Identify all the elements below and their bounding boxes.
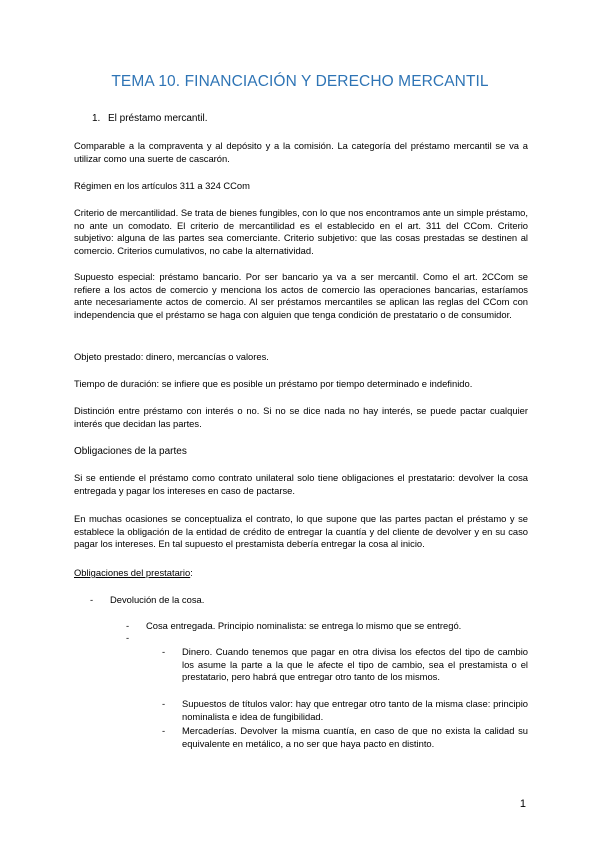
obligaciones-heading: Obligaciones de la partes (74, 446, 187, 457)
bullet-titulos-valor: - Supuestos de títulos valor: hay que entregar otro tanto de la misma clase: principio nominalista e idea de fungibilidad. (162, 698, 528, 722)
section-label: El préstamo mercantil. (108, 113, 208, 124)
paragraph-comparable: Comparable a la compraventa y al depósito y a la comisión. La categoría del préstamo mercantil se va a utilizar como una suerte de cascarón. (74, 140, 528, 164)
page-number: 1 (519, 798, 526, 810)
paragraph-regimen: Régimen en los artículos 311 a 324 CCom (74, 180, 250, 191)
bullet-dinero: - Dinero. Cuando tenemos que pagar en otra divisa los efectos del tipo de cambio los asume la parte a la que le afecte el tipo de cambio, sea el prestamista o el prestatario, pero habrá que entregar otro tanto de los mismos. (162, 646, 528, 683)
paragraph-objeto: Objeto prestado: dinero, mercancías o valores. (74, 351, 269, 362)
section-heading (92, 113, 207, 124)
bullet-dash: - (162, 698, 166, 709)
bullet-cosa-entregada: - Cosa entregada. Principio nominalista: se entrega lo mismo que se entregó. (126, 620, 462, 631)
prestatario-heading: Obligaciones del prestatario (74, 567, 191, 578)
bullet-devolucion: - Devolución de la cosa. (90, 594, 205, 605)
paragraph-criterio: Criterio de mercantilidad. Se trata de bienes fungibles, con lo que nos encontramos ante un simple préstamo, no ante un comodato. El criterio de mercantilidad es el establecido en el art. 311 del CCom. Criterio subjetivo: alguna de las partes sea comerciante. Criterio subjetivo: que las cosas prestadas se destinen al comercio. Criterios cumulativos, no cabe la alternatividad. (74, 207, 528, 256)
paragraph-unilateral: Si se entiende el préstamo como contrato unilateral solo tiene obligaciones el prestatario: devolver la cosa entregada y pagar los intereses en caso de pactarse. (74, 472, 528, 496)
bullet-dash: - (90, 594, 94, 605)
paragraph-supuesto-especial: Supuesto especial: préstamo bancario. Por ser bancario ya va a ser mercantil. Como el art. 2CCom se refiere a los actos de comercio y menciona los actos de comercio las operaciones bancarias, estaríamos ante necesariamente actos de comercio. Al ser préstamos mercantiles se aplican las reglas del CCom con independencia que el préstamo se haga con alguien que tenga condición de prestatario o de consumidor. (74, 271, 528, 320)
paragraph-distincion: Distinción entre préstamo con interés o no. Si no se dice nada no hay interés, se puede pactar cualquier interés que decidan las partes. (74, 405, 528, 429)
bullet-mercaderias: - Mercaderías. Devolver la misma cuantía, en caso de que no exista la calidad su equivalente en metálico, a no ser que haya pacto en distinto. (162, 725, 528, 749)
document-title: TEMA 10. FINANCIACIÓN Y DERECHO MERCANTIL (111, 73, 489, 90)
paragraph-tiempo: Tiempo de duración: se infiere que es posible un préstamo por tiempo determinado e indefinido. (74, 378, 473, 389)
bullet-dash: - (162, 725, 166, 736)
bullet-dash: - (126, 620, 130, 631)
paragraph-conceptualiza: En muchas ocasiones se conceptualiza el contrato, lo que supone que las partes pactan el préstamo y se establece la obligación de la entidad de crédito de entregar la cuantía y del cliente de devolver y en su caso pagar los intereses. En tal supuesto el prestamista debería entregar la cosa al inicio. (74, 513, 528, 550)
bullet-dash: - (162, 646, 166, 657)
section-number: 1. (92, 113, 101, 124)
prestatario-heading-line: Obligaciones del prestatario: (74, 567, 193, 578)
bullet-dash: - (126, 632, 130, 643)
